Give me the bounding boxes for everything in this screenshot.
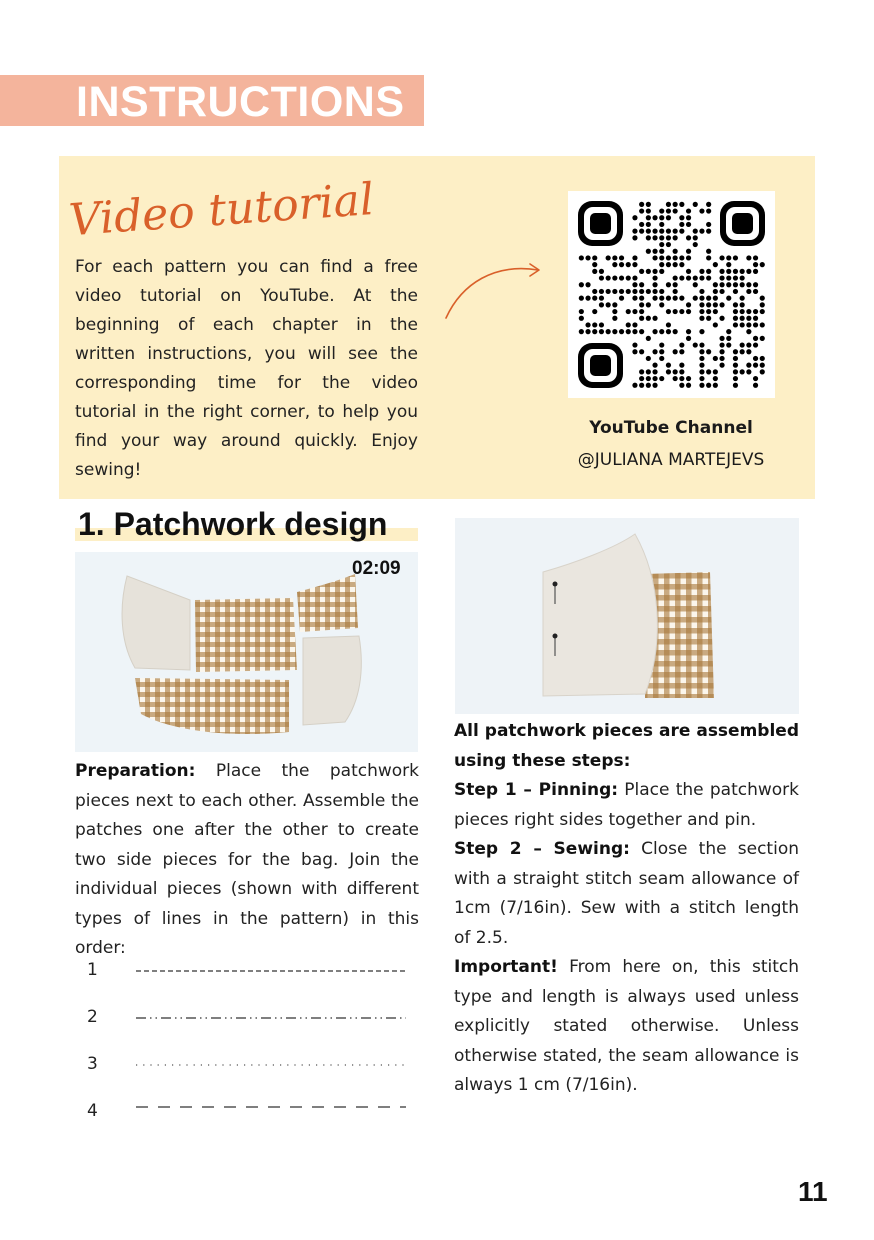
- line-number-1: 1: [87, 960, 98, 980]
- preparation-text: Place the patchwork pieces next to each other. Assemble the patches one after the other to create two side pieces for the bag. Join the individual pieces (shown with different types of lines in the pattern) in this order:: [75, 761, 419, 958]
- preparation-label: Preparation:: [75, 761, 196, 781]
- line-number-2: 2: [87, 1007, 98, 1027]
- video-tutorial-title-text: Video tutorial: [67, 173, 376, 247]
- line-sample-dotted: [136, 1062, 406, 1068]
- step-1-text: Place the patchwork pieces right sides together and pin.: [454, 780, 799, 830]
- line-sample-dash-dot-dot: [136, 1015, 406, 1021]
- youtube-channel-label: YouTube Channel: [589, 418, 753, 438]
- line-sample-short-dash: [136, 968, 406, 974]
- assembly-steps: [454, 717, 799, 1101]
- step-1: [454, 776, 799, 835]
- patchwork-pieces-photo: [75, 552, 418, 752]
- youtube-channel-handle: @JULIANA MARTEJEVS: [577, 450, 765, 470]
- step-2: [454, 835, 799, 953]
- pinned-pieces-photo: [455, 518, 799, 714]
- video-timecode: 02:09: [352, 558, 401, 579]
- page-heading: INSTRUCTIONS: [76, 78, 405, 126]
- curved-arrow-icon: [440, 258, 546, 324]
- important-text: From here on, this stitch type and length is always used unless explicitly stated otherwise. Unless otherwise stated, the seam allowance is always 1 cm (7/16in).: [454, 957, 799, 1095]
- step-2-label: Step 2 – Sewing:: [454, 839, 630, 859]
- line-sample-long-dash: [136, 1104, 406, 1110]
- video-tutorial-description: For each pattern you can find a free video tutorial on YouTube. At the beginning of each chapter in the written instructions, you will see the corresponding time for the video tutorial in the right corner, to help you find your way around quickly. Enjoy sewing!: [75, 257, 418, 480]
- line-order-legend: [75, 955, 419, 1125]
- step-1-label: Step 1 – Pinning:: [454, 780, 619, 800]
- step-2-text: Close the section with a straight stitch seam allowance of 1cm (7/16in). Sew with a stitch length of 2.5.: [454, 839, 799, 948]
- important-note: [454, 953, 799, 1101]
- important-label: Important!: [454, 957, 558, 977]
- video-tutorial-script-title: [67, 165, 376, 250]
- line-number-3: 3: [87, 1054, 98, 1074]
- assembly-intro: All patchwork pieces are assembled using these steps:: [454, 721, 799, 771]
- section-title: 1. Patchwork design: [78, 506, 388, 542]
- youtube-qr-code[interactable]: [568, 191, 775, 398]
- line-number-4: 4: [87, 1101, 98, 1121]
- preparation-paragraph: [75, 757, 419, 964]
- page-number: 11: [798, 1176, 828, 1207]
- instructions-banner: [0, 75, 424, 126]
